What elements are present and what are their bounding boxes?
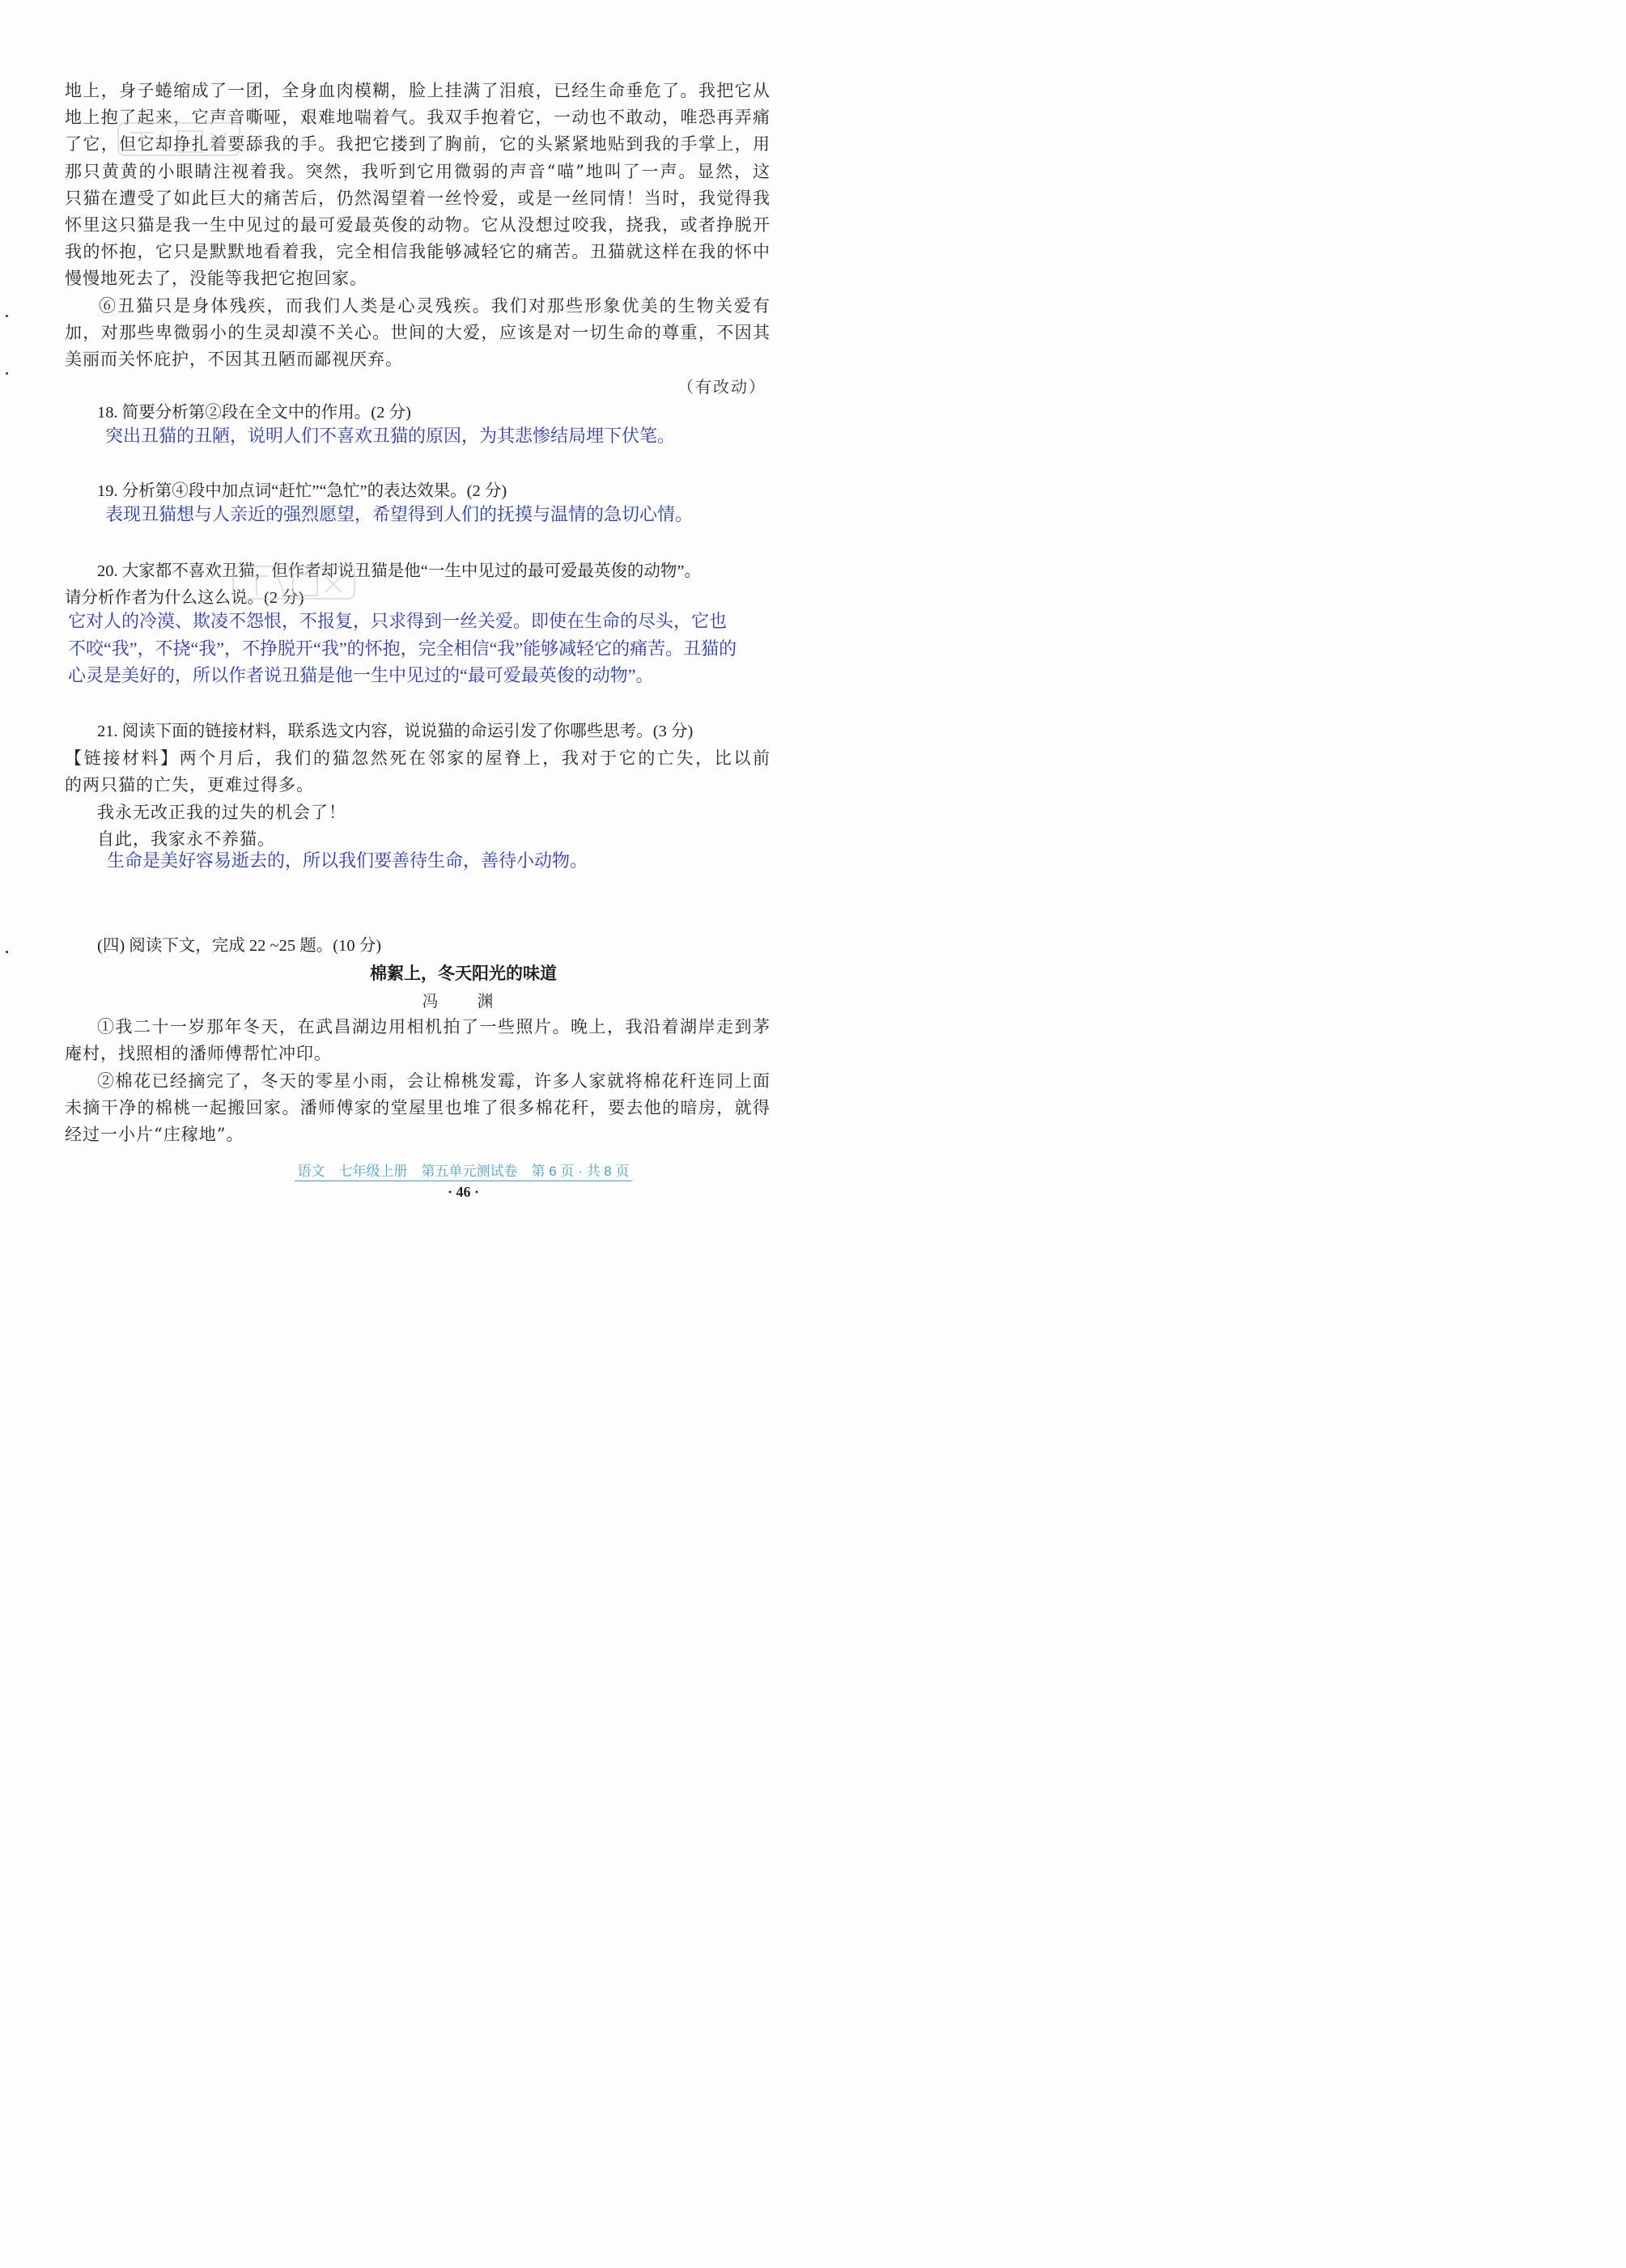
text-line: 加，对那些卑微弱小的生灵却漠不关心。世间的大爱，应该是对一切生命的尊重，不因其 [65, 323, 771, 342]
margin-dot [6, 372, 8, 375]
text-line: 地上，身子蜷缩成了一团，全身血肉模糊，脸上挂满了泪痕，已经生命垂危了。我把它从 [65, 81, 771, 100]
document-page [0, 0, 927, 1291]
text-line: ⑥丑猫只是身体残疾，而我们人类是心灵残疾。我们对那些形象优美的生物关爱有 [99, 296, 771, 316]
text-line: 美丽而关怀庇护，不因其丑陋而鄙视厌弃。 [65, 350, 403, 369]
text-line: 我的怀抱，它只是默默地看着我，完全相信我能够减轻它的痛苦。丑猫就这样在我的怀中 [65, 242, 771, 261]
question-20: 20. 大家都不喜欢丑猫，但作者却说丑猫是他“一生中见过的最可爱最英俊的动物”。 [97, 562, 701, 580]
answer-21: 生命是美好容易逝去的，所以我们要善待生命，善待小动物。 [107, 850, 588, 871]
text-line: 怀里这只猫是我一生中见过的最可爱最英俊的动物。它从没想过咬我，挠我，或者挣脱开 [65, 215, 771, 235]
margin-dot [6, 315, 8, 317]
section-heading: (四) 阅读下文，完成 22 ~25 题。(10 分) [97, 937, 382, 955]
link-material: 自此，我家永不养猫。 [97, 829, 275, 849]
text-line: 那只黄黄的小眼睛注视着我。突然，我听到它用微弱的声音“喵”地叫了一声。显然，这 [65, 162, 771, 181]
margin-dot [6, 951, 8, 953]
answer-20-line: 不咬“我”，不挠“我”，不挣脱开“我”的怀抱，完全相信“我”能够减轻它的痛苦。丑猫的 [68, 638, 737, 659]
answer-19: 表现丑猫想与人亲近的强烈愿望，希望得到人们的抚摸与温情的急切心情。 [105, 504, 694, 524]
question-21: 21. 阅读下面的链接材料，联系选文内容，说说猫的命运引发了你哪些思考。(3 分) [97, 723, 694, 740]
text-line: 慢慢地死去了，没能等我把它抱回家。 [65, 269, 367, 288]
question-20-cont: 请分析作者为什么这么说。(2 分) [65, 589, 304, 607]
text-line: 经过一小片“庄稼地”。 [65, 1125, 244, 1144]
link-material: 我永无改正我的过失的机会了！ [97, 803, 346, 822]
question-18: 18. 简要分析第②段在全文中的作用。(2 分) [97, 404, 411, 422]
article-author: 冯 渊 [422, 991, 505, 1011]
text-line: ②棉花已经摘完了，冬天的零星小雨，会让棉桃发霉，许多人家就将棉花秆连同上面 [97, 1071, 771, 1091]
answer-20-line: 心灵是美好的，所以作者说丑猫是他一生中见过的“最可爱最英俊的动物”。 [68, 665, 654, 685]
footer-info [0, 1159, 927, 1180]
text-line: 了它，但它却挣扎着要舔我的手。我把它搂到了胸前，它的头紧紧地贴到我的手掌上，用 [65, 134, 771, 154]
source-note: （有改动） [677, 377, 766, 396]
answer-18: 突出丑猫的丑陋，说明人们不喜欢丑猫的原因，为其悲惨结局埋下伏笔。 [105, 426, 676, 446]
text-line: 庵村，找照相的潘师傅帮忙冲印。 [65, 1044, 332, 1063]
footer-text: 语文 七年级上册 第五单元测试卷 第 6 页 · 共 8 页 [295, 1164, 633, 1181]
link-material: 【链接材料】两个月后，我们的猫忽然死在邻家的屋脊上，我对于它的亡失，比以前 [65, 748, 771, 768]
question-19: 19. 分析第④段中加点词“赶忙”“急忙”的表达效果。(2 分) [97, 482, 507, 500]
text-line: 只猫在遭受了如此巨大的痛苦后，仍然渴望着一丝怜爱，或是一丝同情！当时，我觉得我 [65, 189, 771, 208]
answer-20-line: 它对人的冷漠、欺凌不怨恨，不报复，只求得到一丝关爱。即使在生命的尽头，它也 [68, 611, 728, 631]
article-title: 棉絮上，冬天阳光的味道 [370, 964, 557, 983]
page-number: · 46 · [447, 1184, 479, 1200]
text-line: ①我二十一岁那年冬天，在武昌湖边用相机拍了一些照片。晚上，我沿着湖岸走到茅 [97, 1017, 771, 1036]
text-line: 地上抱了起来，它声音嘶哑，艰难地喘着气。我双手抱着它，一动也不敢动，唯恐再弄痛 [65, 108, 771, 127]
text-line: 未摘干净的棉桃一起搬回家。潘师傅家的堂屋里也堆了很多棉花秆，要去他的暗房，就得 [65, 1098, 771, 1117]
link-material: 的两只猫的亡失，更难过得多。 [65, 775, 314, 795]
